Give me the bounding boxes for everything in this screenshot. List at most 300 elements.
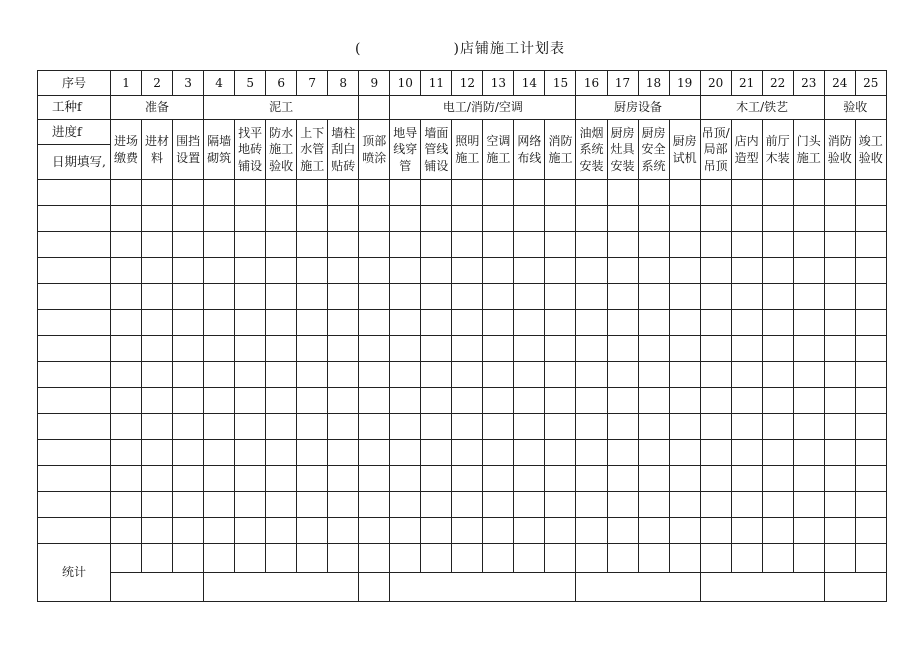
table-cell[interactable] xyxy=(452,258,483,284)
table-cell[interactable] xyxy=(669,310,700,336)
table-cell[interactable] xyxy=(204,440,235,466)
table-cell[interactable] xyxy=(328,414,359,440)
table-cell[interactable] xyxy=(38,232,111,258)
table-cell[interactable] xyxy=(359,258,390,284)
table-cell[interactable] xyxy=(142,336,173,362)
table-cell[interactable] xyxy=(545,440,576,466)
table-cell[interactable] xyxy=(607,180,638,206)
stat-cell[interactable] xyxy=(700,544,731,573)
stat-cell[interactable] xyxy=(545,544,576,573)
table-cell[interactable] xyxy=(359,440,390,466)
table-cell[interactable] xyxy=(824,492,855,518)
table-cell[interactable] xyxy=(359,492,390,518)
table-cell[interactable] xyxy=(452,518,483,544)
table-cell[interactable] xyxy=(452,206,483,232)
table-cell[interactable] xyxy=(545,310,576,336)
table-cell[interactable] xyxy=(235,258,266,284)
table-cell[interactable] xyxy=(824,284,855,310)
table-cell[interactable] xyxy=(235,466,266,492)
table-cell[interactable] xyxy=(669,518,700,544)
stat-cell[interactable] xyxy=(793,544,824,573)
table-cell[interactable] xyxy=(328,284,359,310)
table-cell[interactable] xyxy=(142,206,173,232)
table-cell[interactable] xyxy=(173,206,204,232)
table-cell[interactable] xyxy=(204,284,235,310)
table-cell[interactable] xyxy=(855,336,886,362)
table-cell[interactable] xyxy=(700,440,731,466)
stat-cell[interactable] xyxy=(421,544,452,573)
table-cell[interactable] xyxy=(452,310,483,336)
table-cell[interactable] xyxy=(204,258,235,284)
table-cell[interactable] xyxy=(700,362,731,388)
table-cell[interactable] xyxy=(328,466,359,492)
table-cell[interactable] xyxy=(359,362,390,388)
table-cell[interactable] xyxy=(452,492,483,518)
table-cell[interactable] xyxy=(793,206,824,232)
table-cell[interactable] xyxy=(173,466,204,492)
table-cell[interactable] xyxy=(762,388,793,414)
table-cell[interactable] xyxy=(297,258,328,284)
table-cell[interactable] xyxy=(297,180,328,206)
table-cell[interactable] xyxy=(607,414,638,440)
table-cell[interactable] xyxy=(793,336,824,362)
table-cell[interactable] xyxy=(452,232,483,258)
table-cell[interactable] xyxy=(235,388,266,414)
table-cell[interactable] xyxy=(266,206,297,232)
table-cell[interactable] xyxy=(38,336,111,362)
table-cell[interactable] xyxy=(607,388,638,414)
table-cell[interactable] xyxy=(204,492,235,518)
table-cell[interactable] xyxy=(452,440,483,466)
table-cell[interactable] xyxy=(111,284,142,310)
table-cell[interactable] xyxy=(38,310,111,336)
table-cell[interactable] xyxy=(38,362,111,388)
table-cell[interactable] xyxy=(297,336,328,362)
table-cell[interactable] xyxy=(483,310,514,336)
table-cell[interactable] xyxy=(638,518,669,544)
table-cell[interactable] xyxy=(142,440,173,466)
table-cell[interactable] xyxy=(545,284,576,310)
table-cell[interactable] xyxy=(793,362,824,388)
stat-cell[interactable] xyxy=(576,544,607,573)
table-cell[interactable] xyxy=(142,466,173,492)
table-cell[interactable] xyxy=(421,362,452,388)
table-cell[interactable] xyxy=(638,440,669,466)
table-cell[interactable] xyxy=(669,336,700,362)
table-cell[interactable] xyxy=(142,232,173,258)
table-cell[interactable] xyxy=(514,440,545,466)
table-cell[interactable] xyxy=(235,206,266,232)
table-cell[interactable] xyxy=(731,180,762,206)
table-cell[interactable] xyxy=(390,232,421,258)
table-cell[interactable] xyxy=(793,388,824,414)
stat-cell[interactable] xyxy=(483,544,514,573)
table-cell[interactable] xyxy=(266,518,297,544)
table-cell[interactable] xyxy=(173,518,204,544)
table-cell[interactable] xyxy=(359,180,390,206)
table-cell[interactable] xyxy=(297,440,328,466)
table-cell[interactable] xyxy=(204,206,235,232)
table-cell[interactable] xyxy=(297,466,328,492)
table-cell[interactable] xyxy=(793,518,824,544)
table-cell[interactable] xyxy=(514,466,545,492)
table-cell[interactable] xyxy=(173,232,204,258)
table-cell[interactable] xyxy=(762,466,793,492)
stat-cell[interactable] xyxy=(297,544,328,573)
table-cell[interactable] xyxy=(793,414,824,440)
table-cell[interactable] xyxy=(700,284,731,310)
table-cell[interactable] xyxy=(452,362,483,388)
table-cell[interactable] xyxy=(638,466,669,492)
table-cell[interactable] xyxy=(607,336,638,362)
table-cell[interactable] xyxy=(576,518,607,544)
stat-total-cell[interactable] xyxy=(576,573,700,602)
stat-total-cell[interactable] xyxy=(111,573,204,602)
table-cell[interactable] xyxy=(483,258,514,284)
table-cell[interactable] xyxy=(483,518,514,544)
table-cell[interactable] xyxy=(359,414,390,440)
stat-cell[interactable] xyxy=(204,544,235,573)
table-cell[interactable] xyxy=(111,518,142,544)
table-cell[interactable] xyxy=(514,336,545,362)
table-cell[interactable] xyxy=(638,492,669,518)
table-cell[interactable] xyxy=(576,414,607,440)
table-cell[interactable] xyxy=(421,492,452,518)
table-cell[interactable] xyxy=(824,388,855,414)
table-cell[interactable] xyxy=(483,466,514,492)
table-cell[interactable] xyxy=(731,518,762,544)
table-cell[interactable] xyxy=(855,388,886,414)
table-cell[interactable] xyxy=(328,518,359,544)
table-cell[interactable] xyxy=(700,180,731,206)
table-cell[interactable] xyxy=(111,206,142,232)
table-cell[interactable] xyxy=(359,388,390,414)
table-cell[interactable] xyxy=(452,466,483,492)
table-cell[interactable] xyxy=(421,232,452,258)
table-cell[interactable] xyxy=(607,310,638,336)
table-cell[interactable] xyxy=(576,206,607,232)
stat-cell[interactable] xyxy=(514,544,545,573)
table-cell[interactable] xyxy=(173,336,204,362)
table-cell[interactable] xyxy=(297,232,328,258)
table-cell[interactable] xyxy=(545,232,576,258)
table-cell[interactable] xyxy=(204,518,235,544)
table-cell[interactable] xyxy=(824,466,855,492)
stat-cell[interactable] xyxy=(266,544,297,573)
table-cell[interactable] xyxy=(483,492,514,518)
table-cell[interactable] xyxy=(359,336,390,362)
table-cell[interactable] xyxy=(142,180,173,206)
table-cell[interactable] xyxy=(204,180,235,206)
table-cell[interactable] xyxy=(824,362,855,388)
table-cell[interactable] xyxy=(266,492,297,518)
table-cell[interactable] xyxy=(38,466,111,492)
stat-cell[interactable] xyxy=(731,544,762,573)
table-cell[interactable] xyxy=(421,206,452,232)
table-cell[interactable] xyxy=(824,336,855,362)
table-cell[interactable] xyxy=(38,258,111,284)
table-cell[interactable] xyxy=(328,388,359,414)
table-cell[interactable] xyxy=(576,440,607,466)
table-cell[interactable] xyxy=(669,206,700,232)
stat-total-cell[interactable] xyxy=(700,573,824,602)
table-cell[interactable] xyxy=(607,258,638,284)
table-cell[interactable] xyxy=(762,518,793,544)
stat-cell[interactable] xyxy=(762,544,793,573)
table-cell[interactable] xyxy=(545,492,576,518)
table-cell[interactable] xyxy=(576,232,607,258)
table-cell[interactable] xyxy=(266,362,297,388)
table-cell[interactable] xyxy=(824,414,855,440)
table-cell[interactable] xyxy=(421,388,452,414)
table-cell[interactable] xyxy=(328,362,359,388)
table-cell[interactable] xyxy=(204,310,235,336)
table-cell[interactable] xyxy=(824,232,855,258)
table-cell[interactable] xyxy=(111,232,142,258)
table-cell[interactable] xyxy=(297,388,328,414)
table-cell[interactable] xyxy=(793,180,824,206)
table-cell[interactable] xyxy=(545,414,576,440)
table-cell[interactable] xyxy=(452,336,483,362)
table-cell[interactable] xyxy=(545,336,576,362)
table-cell[interactable] xyxy=(266,440,297,466)
table-cell[interactable] xyxy=(266,414,297,440)
table-cell[interactable] xyxy=(669,362,700,388)
table-cell[interactable] xyxy=(266,180,297,206)
table-cell[interactable] xyxy=(142,284,173,310)
table-cell[interactable] xyxy=(111,492,142,518)
table-cell[interactable] xyxy=(266,232,297,258)
stat-total-cell[interactable] xyxy=(824,573,886,602)
table-cell[interactable] xyxy=(38,518,111,544)
table-cell[interactable] xyxy=(762,284,793,310)
table-cell[interactable] xyxy=(545,206,576,232)
table-cell[interactable] xyxy=(38,284,111,310)
table-cell[interactable] xyxy=(421,258,452,284)
table-cell[interactable] xyxy=(793,284,824,310)
table-cell[interactable] xyxy=(576,180,607,206)
table-cell[interactable] xyxy=(173,440,204,466)
table-cell[interactable] xyxy=(514,206,545,232)
table-cell[interactable] xyxy=(390,258,421,284)
table-cell[interactable] xyxy=(731,336,762,362)
table-cell[interactable] xyxy=(173,258,204,284)
table-cell[interactable] xyxy=(38,414,111,440)
table-cell[interactable] xyxy=(855,206,886,232)
table-cell[interactable] xyxy=(793,310,824,336)
table-cell[interactable] xyxy=(731,440,762,466)
table-cell[interactable] xyxy=(328,232,359,258)
table-cell[interactable] xyxy=(607,518,638,544)
stat-cell[interactable] xyxy=(173,544,204,573)
stat-total-cell[interactable] xyxy=(359,573,390,602)
table-cell[interactable] xyxy=(638,362,669,388)
table-cell[interactable] xyxy=(545,258,576,284)
table-cell[interactable] xyxy=(111,388,142,414)
table-cell[interactable] xyxy=(762,362,793,388)
table-cell[interactable] xyxy=(483,440,514,466)
table-cell[interactable] xyxy=(576,362,607,388)
table-cell[interactable] xyxy=(235,336,266,362)
stat-cell[interactable] xyxy=(359,544,390,573)
table-cell[interactable] xyxy=(452,414,483,440)
table-cell[interactable] xyxy=(111,466,142,492)
table-cell[interactable] xyxy=(235,362,266,388)
table-cell[interactable] xyxy=(328,310,359,336)
table-cell[interactable] xyxy=(359,518,390,544)
table-cell[interactable] xyxy=(421,440,452,466)
table-cell[interactable] xyxy=(111,440,142,466)
table-cell[interactable] xyxy=(390,362,421,388)
table-cell[interactable] xyxy=(793,232,824,258)
table-cell[interactable] xyxy=(359,310,390,336)
table-cell[interactable] xyxy=(235,492,266,518)
table-cell[interactable] xyxy=(297,284,328,310)
table-cell[interactable] xyxy=(142,414,173,440)
table-cell[interactable] xyxy=(638,258,669,284)
table-cell[interactable] xyxy=(669,440,700,466)
table-cell[interactable] xyxy=(38,492,111,518)
table-cell[interactable] xyxy=(421,466,452,492)
table-cell[interactable] xyxy=(638,310,669,336)
stat-cell[interactable] xyxy=(111,544,142,573)
table-cell[interactable] xyxy=(297,206,328,232)
table-cell[interactable] xyxy=(855,414,886,440)
table-cell[interactable] xyxy=(297,492,328,518)
table-cell[interactable] xyxy=(855,284,886,310)
table-cell[interactable] xyxy=(266,388,297,414)
table-cell[interactable] xyxy=(421,180,452,206)
table-cell[interactable] xyxy=(38,388,111,414)
table-cell[interactable] xyxy=(390,440,421,466)
table-cell[interactable] xyxy=(297,310,328,336)
table-cell[interactable] xyxy=(669,388,700,414)
table-cell[interactable] xyxy=(669,180,700,206)
table-cell[interactable] xyxy=(607,466,638,492)
table-cell[interactable] xyxy=(762,258,793,284)
table-cell[interactable] xyxy=(328,336,359,362)
table-cell[interactable] xyxy=(669,258,700,284)
table-cell[interactable] xyxy=(359,284,390,310)
table-cell[interactable] xyxy=(607,492,638,518)
table-cell[interactable] xyxy=(824,258,855,284)
stat-cell[interactable] xyxy=(855,544,886,573)
table-cell[interactable] xyxy=(421,284,452,310)
table-cell[interactable] xyxy=(731,206,762,232)
table-cell[interactable] xyxy=(235,284,266,310)
table-cell[interactable] xyxy=(762,232,793,258)
table-cell[interactable] xyxy=(328,206,359,232)
table-cell[interactable] xyxy=(390,388,421,414)
table-cell[interactable] xyxy=(483,336,514,362)
table-cell[interactable] xyxy=(700,414,731,440)
stat-cell[interactable] xyxy=(638,544,669,573)
table-cell[interactable] xyxy=(328,440,359,466)
table-cell[interactable] xyxy=(731,258,762,284)
table-cell[interactable] xyxy=(328,258,359,284)
stat-cell[interactable] xyxy=(142,544,173,573)
table-cell[interactable] xyxy=(235,414,266,440)
table-cell[interactable] xyxy=(297,362,328,388)
table-cell[interactable] xyxy=(855,440,886,466)
table-cell[interactable] xyxy=(576,258,607,284)
table-cell[interactable] xyxy=(793,466,824,492)
table-cell[interactable] xyxy=(514,310,545,336)
table-cell[interactable] xyxy=(762,310,793,336)
table-cell[interactable] xyxy=(514,362,545,388)
table-cell[interactable] xyxy=(855,492,886,518)
table-cell[interactable] xyxy=(700,206,731,232)
table-cell[interactable] xyxy=(297,414,328,440)
table-cell[interactable] xyxy=(855,258,886,284)
table-cell[interactable] xyxy=(266,336,297,362)
table-cell[interactable] xyxy=(731,284,762,310)
table-cell[interactable] xyxy=(390,492,421,518)
table-cell[interactable] xyxy=(638,206,669,232)
table-cell[interactable] xyxy=(142,310,173,336)
table-cell[interactable] xyxy=(700,336,731,362)
table-cell[interactable] xyxy=(111,310,142,336)
table-cell[interactable] xyxy=(638,180,669,206)
table-cell[interactable] xyxy=(390,466,421,492)
table-cell[interactable] xyxy=(731,492,762,518)
table-cell[interactable] xyxy=(111,258,142,284)
table-cell[interactable] xyxy=(731,414,762,440)
table-cell[interactable] xyxy=(266,258,297,284)
table-cell[interactable] xyxy=(142,492,173,518)
table-cell[interactable] xyxy=(514,180,545,206)
table-cell[interactable] xyxy=(855,232,886,258)
table-cell[interactable] xyxy=(731,310,762,336)
table-cell[interactable] xyxy=(328,492,359,518)
table-cell[interactable] xyxy=(700,232,731,258)
table-cell[interactable] xyxy=(762,492,793,518)
table-cell[interactable] xyxy=(359,232,390,258)
table-cell[interactable] xyxy=(111,362,142,388)
stat-cell[interactable] xyxy=(390,544,421,573)
table-cell[interactable] xyxy=(390,180,421,206)
table-cell[interactable] xyxy=(545,362,576,388)
table-cell[interactable] xyxy=(235,440,266,466)
table-cell[interactable] xyxy=(38,440,111,466)
table-cell[interactable] xyxy=(607,284,638,310)
table-cell[interactable] xyxy=(483,284,514,310)
stat-cell[interactable] xyxy=(669,544,700,573)
table-cell[interactable] xyxy=(421,414,452,440)
table-cell[interactable] xyxy=(855,362,886,388)
table-cell[interactable] xyxy=(762,180,793,206)
table-cell[interactable] xyxy=(390,336,421,362)
table-cell[interactable] xyxy=(855,518,886,544)
table-cell[interactable] xyxy=(173,284,204,310)
table-cell[interactable] xyxy=(514,518,545,544)
table-cell[interactable] xyxy=(235,518,266,544)
table-cell[interactable] xyxy=(669,492,700,518)
stat-cell[interactable] xyxy=(328,544,359,573)
table-cell[interactable] xyxy=(111,180,142,206)
table-cell[interactable] xyxy=(607,232,638,258)
table-cell[interactable] xyxy=(390,414,421,440)
table-cell[interactable] xyxy=(700,466,731,492)
table-cell[interactable] xyxy=(762,336,793,362)
table-cell[interactable] xyxy=(576,284,607,310)
table-cell[interactable] xyxy=(452,284,483,310)
table-cell[interactable] xyxy=(204,336,235,362)
table-cell[interactable] xyxy=(793,440,824,466)
table-cell[interactable] xyxy=(545,388,576,414)
table-cell[interactable] xyxy=(483,180,514,206)
table-cell[interactable] xyxy=(607,206,638,232)
